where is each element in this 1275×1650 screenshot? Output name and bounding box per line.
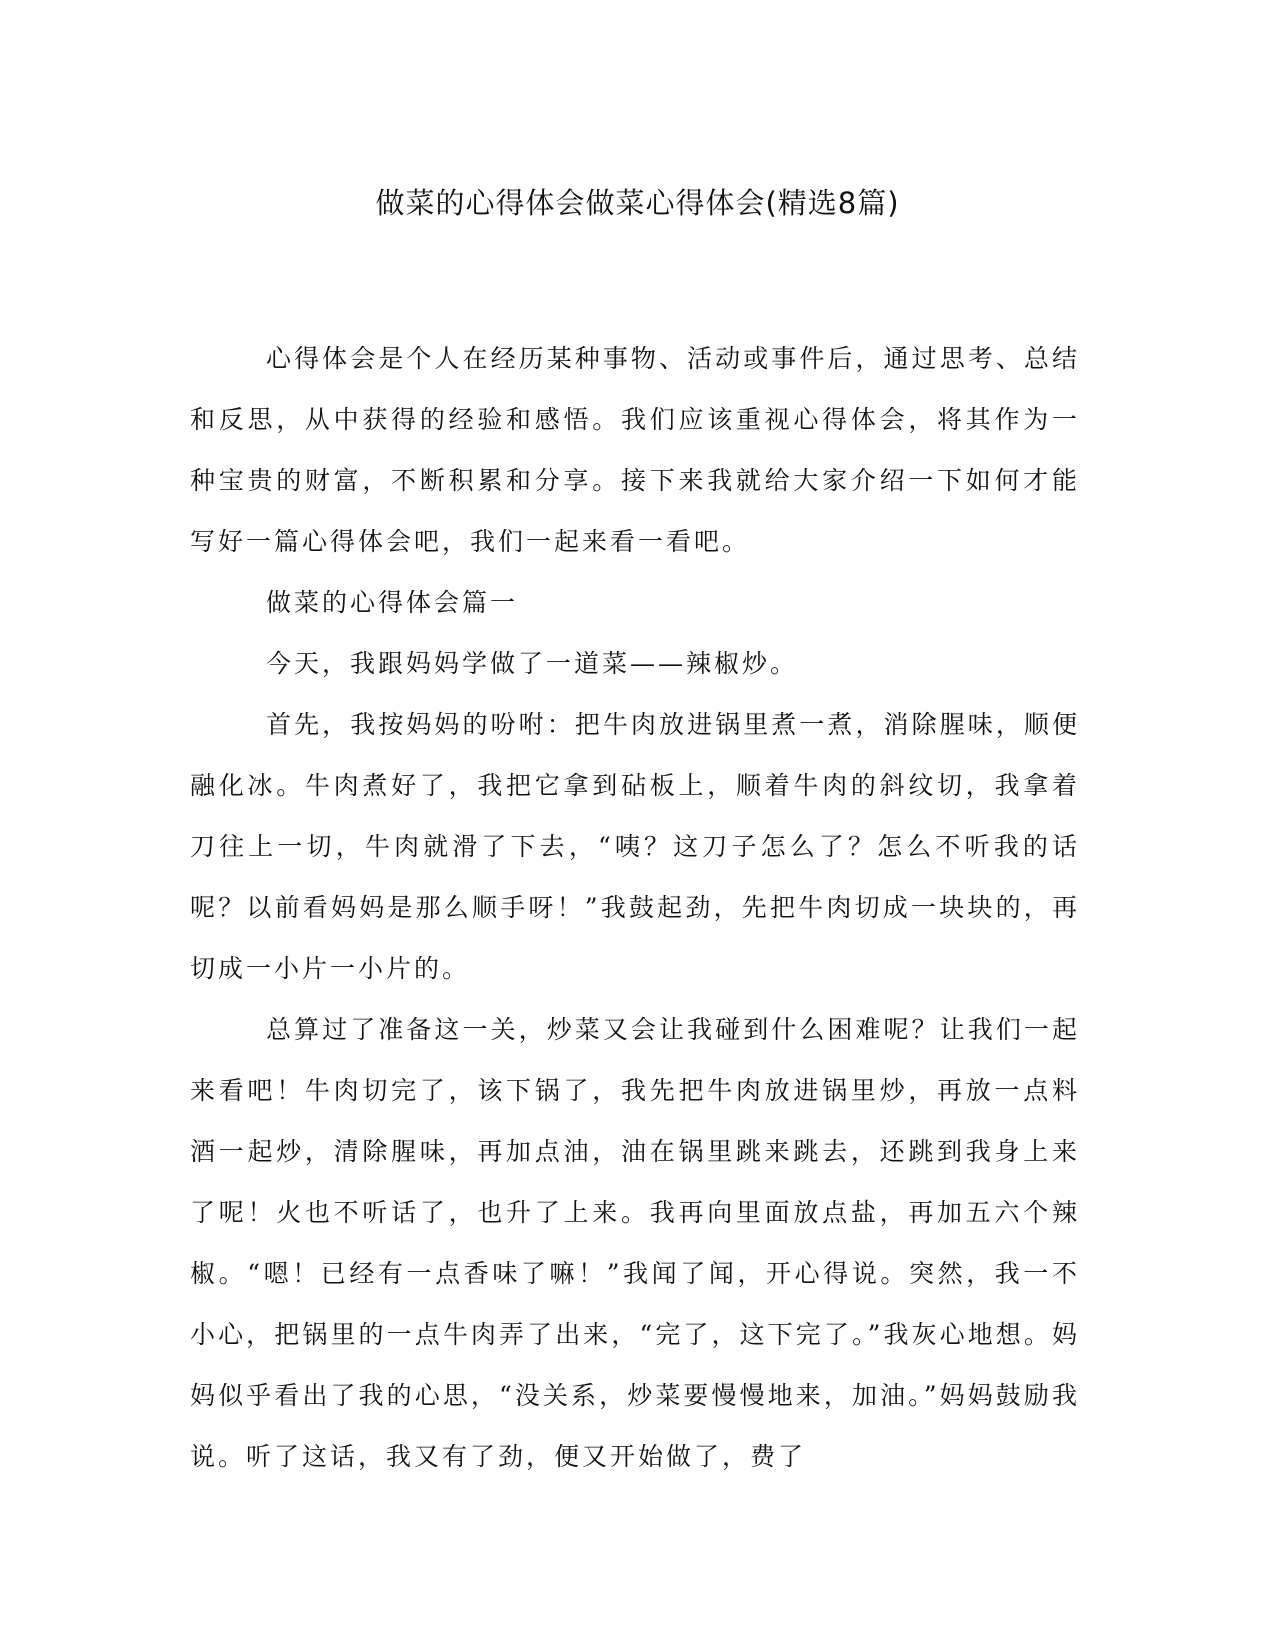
section-heading: 做菜的心得体会篇一 [266,588,519,617]
body-paragraph: 今天，我跟妈妈学做了一道菜——辣椒炒。 [266,649,799,678]
body-paragraph: 首先，我按妈妈的吩咐：把牛肉放进锅里煮一煮，消除腥味，顺便融化冰。牛肉煮好了，我把它拿到砧板上，顺着牛肉的斜纹切，我拿着刀往上一切，牛肉就滑了下去，“咦？这刀子怎么了？怎么不听我的话呢？以前看妈妈是那么顺手呀！”我鼓起劲，先把牛肉切成一块块的，再切成一小片一小片的。 [190,710,1080,983]
document-title: 做菜的心得体会做菜心得体会(精选8篇) [375,186,900,220]
body-paragraph: 总算过了准备这一关，炒菜又会让我碰到什么困难呢？让我们一起来看吧！牛肉切完了，该下锅了，我先把牛肉放进锅里炒，再放一点料酒一起炒，清除腥味，再加点油，油在锅里跳来跳去，还跳到我身上来了呢！火也不听话了，也升了上来。我再向里面放点盐，再加五六个辣椒。“嗯！已经有一点香味了嘛！”我闻了闻，开心得说。突然，我一不小心，把锅里的一点牛肉弄了出来，“完了，这下完了。”我灰心地想。妈妈似乎看出了我的心思，“没关系，炒菜要慢慢地来，加油。”妈妈鼓励我说。听了这话，我又有了劲，便又开始做了，费了 [190,1015,1080,1471]
document-body [190,328,1080,1487]
intro-paragraph: 心得体会是个人在经历某种事物、活动或事件后，通过思考、总结和反思，从中获得的经验和感悟。我们应该重视心得体会，将其作为一种宝贵的财富，不断积累和分享。接下来我就给大家介绍一下如何才能写好一篇心得体会吧，我们一起来看一看吧。 [190,344,1080,556]
